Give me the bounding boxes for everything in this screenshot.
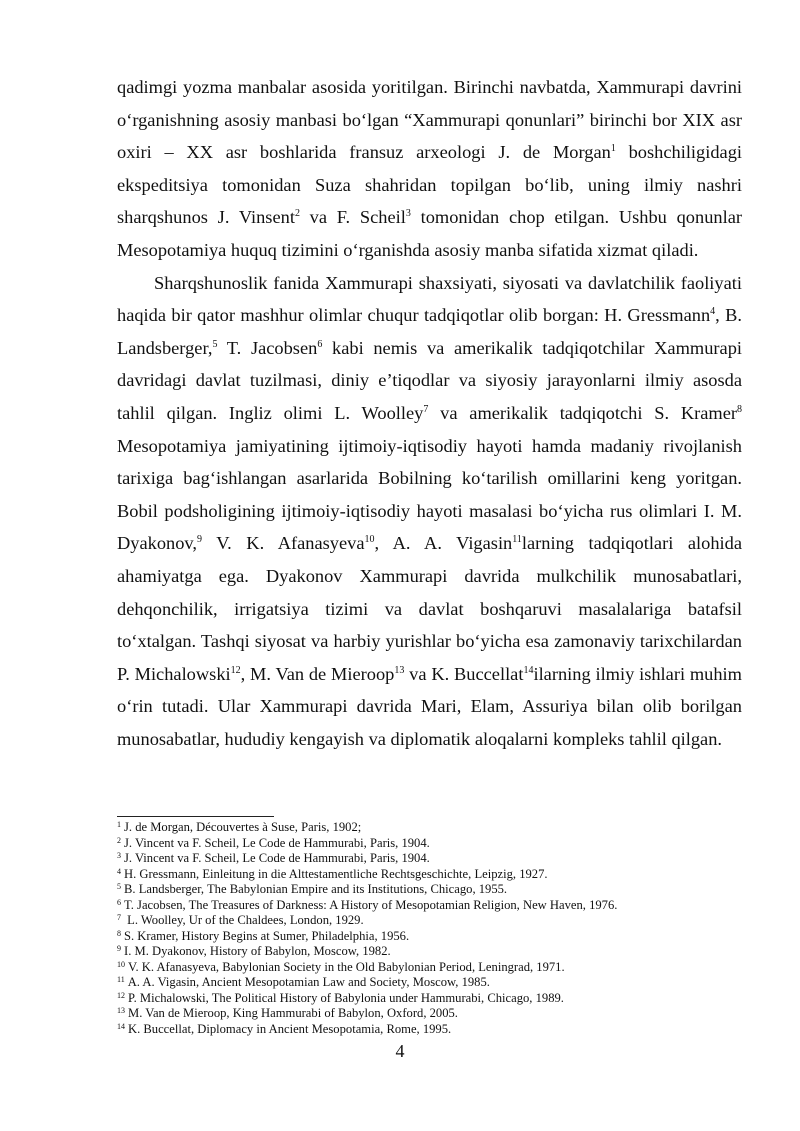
footnote-text: H. Gressmann, Einleitung in die Alttestamentliche Rechtsgeschichte, Leipzig, 1927. xyxy=(124,866,548,881)
paragraph-text: ilarning ilmiy ishlari muhim o‘rin tutadi. Ular Xammurapi davrida Mari, Elam, Assuriya bilan olib borilgan munosabatlar, hududiy kengayish va diplomatik aloqalarni kompleks tahlil qilgan. xyxy=(117,663,742,749)
paragraph xyxy=(117,267,742,756)
paragraph-text: va F. Scheil xyxy=(299,207,406,228)
footnote-item xyxy=(117,836,757,852)
footnote-text: J. Vincent va F. Scheil, Le Code de Hammurabi, Paris, 1904. xyxy=(124,835,430,850)
paragraph-text: V. K. Afanasyeva xyxy=(202,533,365,554)
body-text xyxy=(117,71,742,755)
footnote-number: 11 xyxy=(117,975,125,984)
footnote-text: B. Landsberger, The Babylonian Empire and its Institutions, Chicago, 1955. xyxy=(124,882,508,896)
footnote-item xyxy=(117,944,757,960)
paragraph-text: qadimgi yozma manbalar asosida yoritilgan. Birinchi navbatda, Xammurapi davrini o‘rganishning asosiy manbasi bo‘lgan “Xammurapi qonunlari” birinchi bor XIX asr oxiri – XX asr boshlarida fransuz arxeologi J. de Morgan xyxy=(117,77,742,163)
footnote-item xyxy=(117,913,757,929)
footnotes-list xyxy=(117,820,757,1037)
footnote-reference: 2 xyxy=(294,208,300,220)
paragraph-text: kabi nemis va amerikalik tadqiqotchilar Xammurapi davridagi davlat tuzilmasi, diniy e’tiqodlar va siyosiy jarayonlarni ilmiy asosda tahlil qilgan. Ingliz olimi L. Woolley xyxy=(117,337,742,423)
footnote-text: I. M. Dyakonov, History of Babylon, Moscow, 1982. xyxy=(124,944,391,958)
footnote-reference: 3 xyxy=(405,208,411,220)
footnote-number: 3 xyxy=(117,851,121,860)
footnote-text: L. Woolley, Ur of the Chaldees, London, 1929. xyxy=(124,913,364,927)
footnote-number: 1 xyxy=(117,820,121,829)
paragraph-text: , M. Van de Mieroop xyxy=(240,663,395,684)
footnote-item xyxy=(117,991,757,1007)
footnote-number: 12 xyxy=(117,990,125,1000)
footnote-item xyxy=(117,867,757,883)
footnote-item xyxy=(117,851,757,867)
footnote-item xyxy=(117,1022,757,1038)
footnote-number: 13 xyxy=(117,1006,125,1015)
paragraph-text: va amerikalik tadqiqotchi S. Kramer xyxy=(428,402,737,423)
footnote-reference: 7 xyxy=(423,403,429,415)
footnote-reference: 9 xyxy=(197,534,203,546)
footnote-reference: 12 xyxy=(230,664,241,676)
paragraph-text: va K. Buccellat xyxy=(404,663,524,684)
footnote-reference: 5 xyxy=(212,338,218,350)
paragraph-text: tomonidan chop etilgan. Ushbu qonunlar Mesopotamiya huquq tizimini o‘rganishda asosiy manba sifatida xizmat qiladi. xyxy=(117,207,742,260)
footnote-reference: 11 xyxy=(512,534,522,546)
footnote-text: P. Michalowski, The Political History of Babylonia under Hammurabi, Chicago, 1989. xyxy=(128,990,564,1005)
paragraph-text: , A. A. Vigasin xyxy=(374,533,513,554)
footnote-item xyxy=(117,975,757,991)
footnote-item xyxy=(117,929,757,945)
footnote-text: M. Van de Mieroop, King Hammurabi of Babylon, Oxford, 2005. xyxy=(128,1006,458,1020)
footnote-number: 6 xyxy=(117,897,121,907)
footnote-reference: 8 xyxy=(737,403,742,415)
page-number: 4 xyxy=(395,1041,405,1061)
footnote-item xyxy=(117,960,757,976)
footnote-number: 4 xyxy=(117,866,121,876)
footnote-text: K. Buccellat, Diplomacy in Ancient Mesopotamia, Rome, 1995. xyxy=(128,1021,452,1036)
footnote-text: S. Kramer, History Begins at Sumer, Philadelphia, 1956. xyxy=(124,928,410,943)
footnote-text: V. K. Afanasyeva, Babylonian Society in the Old Babylonian Period, Leningrad, 1971. xyxy=(128,959,565,974)
paragraph-text: , B. Landsberger, xyxy=(117,305,742,358)
paragraph-text: boshchiligidagi ekspeditsiya tomonidan Suza shahridan topilgan bo‘lib, uning ilmiy nashri sharqshunos J. Vinsent xyxy=(117,142,743,228)
footnote-item xyxy=(117,1006,757,1022)
paragraph-text: larning tadqiqotlari alohida ahamiyatga ega. Dyakonov Xammurapi davrida mulkchilik munosabatlari, dehqonchilik, irrigatsiya tizimi va davlat boshqaruvi masalalariga batafsil to‘xtalgan. Tashqi siyosat va harbiy yurishlar bo‘yicha esa zamonaviy tarixchilardan P. Michalowski xyxy=(117,533,743,684)
paragraph-text: T. Jacobsen xyxy=(217,337,318,358)
paragraph xyxy=(117,71,742,267)
footnote-number: 14 xyxy=(117,1021,125,1031)
footnote-item xyxy=(117,882,757,898)
footnote-number: 9 xyxy=(117,944,121,953)
footnote-reference: 1 xyxy=(610,143,616,155)
footnote-number: 7 xyxy=(117,913,121,922)
footnote-item xyxy=(117,898,757,914)
footnote-item xyxy=(117,820,757,836)
footnote-reference: 4 xyxy=(710,306,716,318)
footnote-separator xyxy=(117,816,274,817)
footnote-number: 8 xyxy=(117,928,121,938)
footnote-number: 2 xyxy=(117,835,121,845)
paragraph-text: Sharqshunoslik fanida Xammurapi shaxsiyati, siyosati va davlatchilik faoliyati haqida bir qator mashhur olimlar chuqur tadqiqotlar olib borgan: H. Gressmann xyxy=(117,272,742,326)
footnote-reference: 10 xyxy=(364,534,375,546)
footnote-reference: 13 xyxy=(394,664,405,676)
footnote-reference: 6 xyxy=(317,338,323,350)
footnote-number: 10 xyxy=(117,959,125,969)
footnote-text: A. A. Vigasin, Ancient Mesopotamian Law and Society, Moscow, 1985. xyxy=(127,975,490,989)
footnote-text: T. Jacobsen, The Treasures of Darkness: A History of Mesopotamian Religion, New Haven, 1976. xyxy=(124,897,618,912)
footnote-text: J. de Morgan, Découvertes à Suse, Paris, 1902; xyxy=(124,820,362,834)
paragraph-text: Mesopotamiya jamiyatining ijtimoiy-iqtisodiy hayoti hamda madaniy rivojlanish tarixiga bag‘ishlangan asarlarida Bobilning ko‘tarilish omillarini keng yoritgan. Bobil podsholigining ijtimoiy-iqtisodiy hayoti masalasi bo‘yicha rus olimlari I. M. Dyakonov, xyxy=(117,435,742,554)
footnote-number: 5 xyxy=(117,882,121,891)
footnote-text: J. Vincent va F. Scheil, Le Code de Hammurabi, Paris, 1904. xyxy=(124,851,430,865)
footnote-reference: 14 xyxy=(523,664,534,676)
